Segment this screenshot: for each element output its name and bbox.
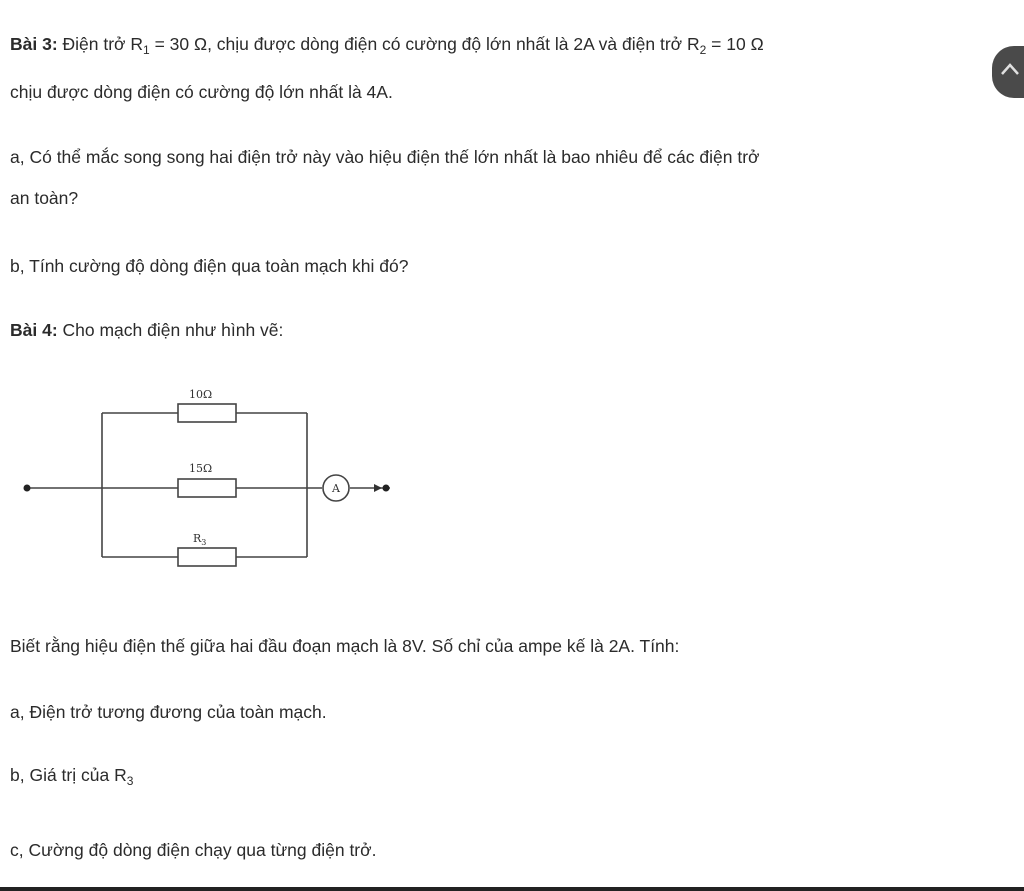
bai3-text-part1: Điện trở R <box>57 34 144 54</box>
bai3-label: Bài 3: <box>10 34 58 54</box>
resistor-15-ohm <box>178 479 236 497</box>
terminal-left-icon <box>24 485 31 492</box>
bai3-question-a-line2: an toàn? <box>10 188 79 208</box>
bai3-question-b: b, Tính cường độ dòng điện qua toàn mạch khi đó? <box>10 256 409 276</box>
bai3-question-a-line1: a, Có thể mắc song song hai điện trở này vào hiệu điện thế lớn nhất là bao nhiêu để các điện trở <box>10 147 760 167</box>
ammeter-label: A <box>332 482 340 495</box>
resistor-15-ohm-label: 15Ω <box>189 462 213 475</box>
bai4-question-a: a, Điện trở tương đương của toàn mạch. <box>10 702 327 722</box>
scroll-up-button[interactable] <box>992 46 1024 98</box>
bai3-text-part2: = 30 Ω, chịu được dòng điện có cường độ lớn nhất là 2A và điện trở R <box>149 34 700 54</box>
terminal-right-icon <box>383 485 390 492</box>
r3-subscript: 3 <box>126 774 134 788</box>
bai3-text-part3: = 10 Ω <box>706 34 764 54</box>
resistor-10-ohm-label: 10Ω <box>189 388 213 401</box>
resistor-10-ohm <box>178 404 236 422</box>
bottom-divider <box>0 887 1024 891</box>
bai4-label: Bài 4: <box>10 320 58 340</box>
resistor-r3-label: $R_3$ <box>193 532 207 547</box>
circuit-diagram <box>0 360 420 590</box>
chevron-up-icon <box>1000 62 1020 76</box>
current-arrow-icon <box>374 484 382 492</box>
bai3-statement-line2: chịu được dòng điện có cường độ lớn nhất là 4A. <box>10 82 393 102</box>
bai4-intro: Cho mạch điện như hình vẽ: <box>57 320 284 340</box>
bai4-question-c: c, Cường độ dòng điện chạy qua từng điện trở. <box>10 840 377 860</box>
bai4-statement <box>10 318 283 342</box>
bai4-given: Biết rằng hiệu điện thế giữa hai đầu đoạn mạch là 8V. Số chỉ của ampe kế là 2A. Tính: <box>10 636 680 656</box>
bai3-statement-line1 <box>10 32 764 56</box>
resistor-r3 <box>178 548 236 566</box>
r1-subscript: 1 <box>143 43 150 57</box>
bai4-question-b <box>10 763 133 787</box>
bai4-question-b-text: b, Giá trị của R <box>10 765 127 785</box>
r2-subscript: 2 <box>699 43 707 57</box>
